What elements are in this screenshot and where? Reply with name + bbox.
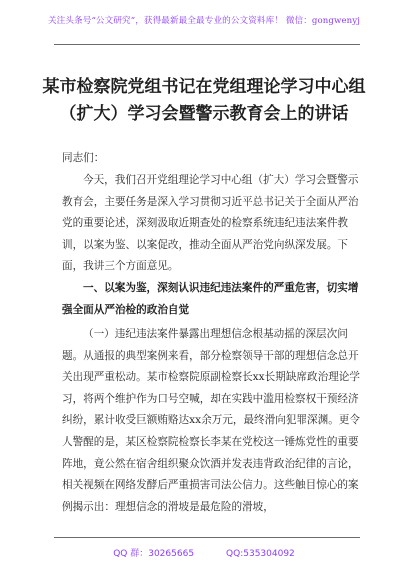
footer-qq-group: QQ 群：30265665 — [113, 549, 195, 559]
footer — [0, 546, 408, 559]
header-divider — [54, 44, 360, 45]
salutation: 同志们： — [62, 152, 105, 164]
paragraph-intro: 今天，我们召开党组理论学习中心组（扩大）学习会暨警示教育会，主要任务是深入学习贯彻习近平总书记关于全面从严治党的重要论述，深刻汲取近期查处的检察系统违纪违法案件教训，以案为鉴、以案促改，推动全面从严治党向纵深发展。下面，我讲三个方面意见。 — [62, 174, 359, 273]
paragraph-subsection-1: （一）违纪违法案件暴露出理想信念根基动摇的深层次问题。从通报的典型案例来看，部分检察领导干部的理想信念总开关出现严重松动。某市检察院原副检察长xx长期缺席政治理论学习，将两个维护作为口号空喊，却在实践中滥用检察权干预经济纠纷，累计收受巨额贿赂达xx余万元，最终滑向犯罪深渊。更令人警醒的是，某区检察院检察长李某在党校这一锤炼党性的重要阵地，竟公然在宿舍组织聚众饮酒并发表违背政治纪律的言论，相关视频在网络发酵后严重损害司法公信力。这些触目惊心的案例揭示出：理想信念的滑坡是最危险的滑坡， — [62, 328, 360, 513]
section-heading-1: 一、以案为鉴，深刻认识违纪违法案件的严重危害，切实增强全面从严治检的政治自觉 — [62, 282, 359, 316]
document-title: 某市检察院党组书记在党组理论学习中心组（扩大）学习会暨警示教育会上的讲话 — [42, 77, 366, 124]
header-banner: 关注头条号“公文研究”，获得最新最全最专业的公文资料库！ 微信：gongwenyj — [47, 16, 361, 26]
footer-qq: QQ:535304092 — [226, 549, 295, 559]
footer-divider — [54, 537, 360, 538]
